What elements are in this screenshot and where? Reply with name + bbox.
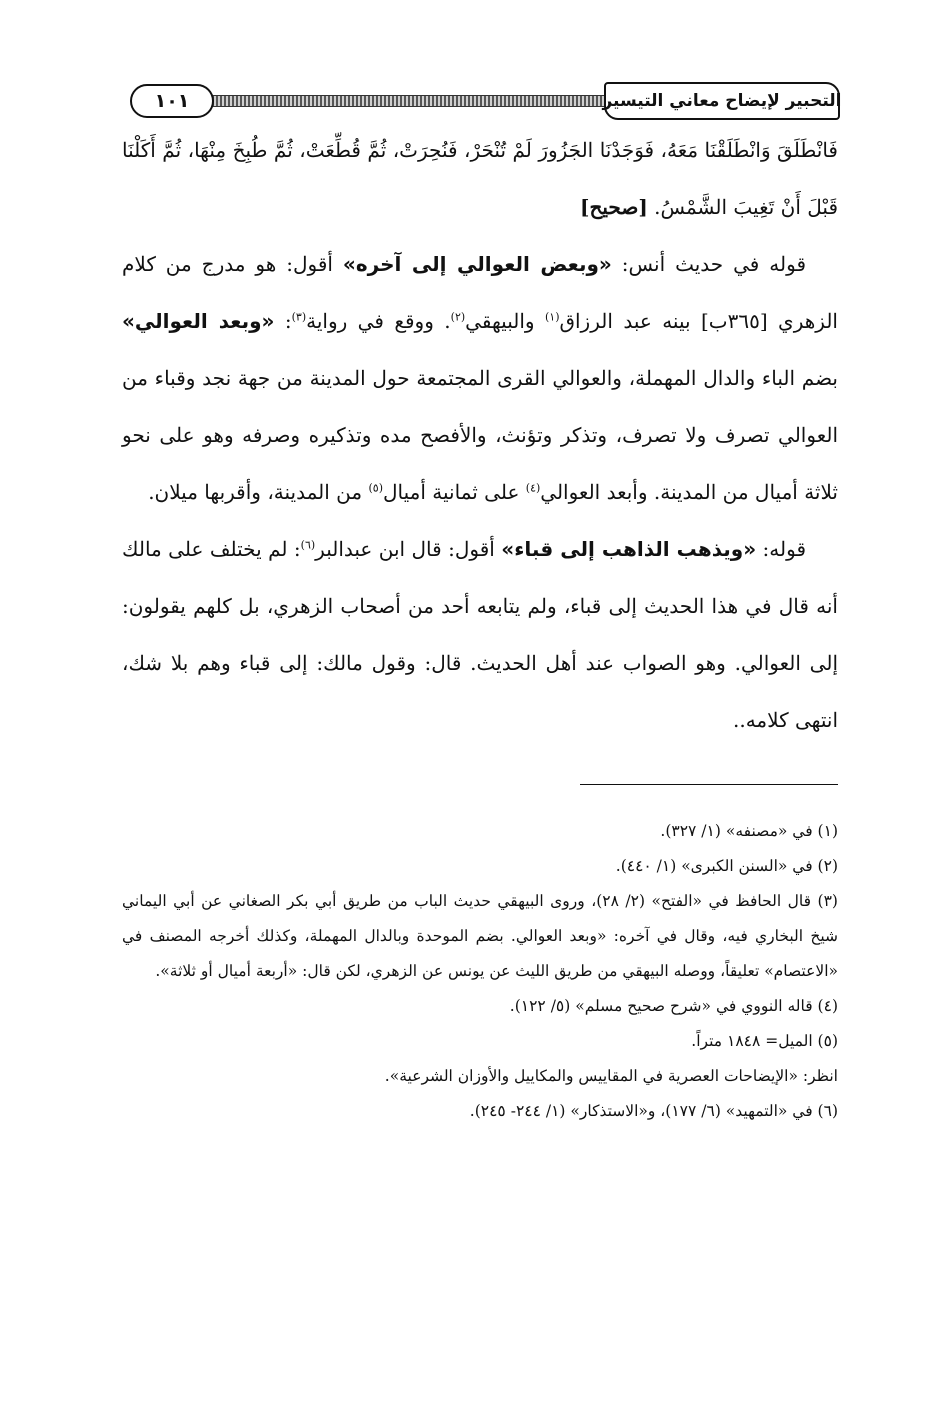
hadith-text xyxy=(122,122,838,236)
commentary-paragraph-2 xyxy=(122,521,838,749)
page-number: ١٠١ xyxy=(130,84,214,118)
hadith-grade: [صحيح] xyxy=(580,195,648,219)
footnote-ref[interactable]: (٢) xyxy=(450,310,466,324)
text-run: أقول: هو مدرج من كلام الزهري [٣٦٥ب] بينه عبد الرزاق xyxy=(122,252,838,333)
footnote-ref[interactable]: (١) xyxy=(544,310,560,324)
footnote-ref[interactable]: (٤) xyxy=(525,481,541,495)
text-run: . ووقع في رواية xyxy=(306,309,451,333)
footnote-3: (٣) قال الحافظ في «الفتح» (٢/ ٢٨)، وروى البيهقي حديث الباب من طريق أبي بكر الصغاني عن أبي اليماني شيخ البخاري فيه، وقال في آخره: «وبعد العوالي. بضم الموحدة وبالدال المهملة، وكذلك أخرجه المصنف في «الاعتصام» تعليقاً، ووصله البيهقي من طريق الليث عن يونس عن الزهري، لكن قال: «أربعة أميال أو ثلاثة». xyxy=(122,892,838,980)
footnotes xyxy=(122,814,838,1129)
text-run: : xyxy=(274,309,292,333)
footnote-ref[interactable]: (٣) xyxy=(291,310,307,324)
running-header xyxy=(118,78,840,124)
hadith-line-2: قَبْلَ أَنْ تَغِيبَ الشَّمْسُ. xyxy=(654,195,838,219)
text-run: على ثمانية أميال xyxy=(382,480,526,504)
footnote-ref[interactable]: (٦) xyxy=(300,538,316,552)
hadith-line-1: فَانْطَلَقَ وَانْطَلَقْنَا مَعَهُ، فَوَجَدْنَا الجَزُورَ لَمْ تُنْحَرْ، فَنُحِرَتْ، ثُمَّ قُطِّعَتْ، ثُمَّ طُبِخَ مِنْهَا، ثُمَّ أَكَلْنَا xyxy=(122,138,838,162)
text-run: من المدينة، وأقربها ميلان. xyxy=(148,480,369,504)
text-run: بضم الباء والدال المهملة، والعوالي القرى المجتمعة حول المدينة من جهة نجد وقباء من العوالي تصرف ولا تصرف، وتذكر وتؤنث، والأفصح مده وتذكيره وصرفه وهو على نحو ثلاثة أميال من المدينة. وأبعد العوالي xyxy=(122,366,838,504)
quoted-phrase: «وبعد العوالي» xyxy=(122,309,275,333)
header-decorative-band xyxy=(188,95,608,107)
footnote-divider xyxy=(580,784,838,785)
book-title: التحبير لإيضاح معاني التيسير xyxy=(604,82,840,120)
text-run: قوله: xyxy=(756,537,807,561)
quoted-phrase: «وبعض العوالي إلى آخره» xyxy=(342,252,612,276)
footnote-6: (٦) في «التمهيد» (٦/ ١٧٧)، و«الاستذكار» (١/ ٢٤٤- ٢٤٥). xyxy=(469,1102,838,1120)
footnote-5: (٥) الميل= ١٨٤٨ متراً. xyxy=(691,1032,838,1050)
footnote-5-reference: انظر: «الإيضاحات العصرية في المقاييس والمكاييل والأوزان الشرعية». xyxy=(384,1067,838,1085)
commentary-paragraph-1 xyxy=(122,236,838,521)
quoted-phrase: «ويذهب الذاهب إلى قباء» xyxy=(501,537,757,561)
footnote-ref[interactable]: (٥) xyxy=(368,481,383,495)
text-run: : لم يختلف على مالك أنه قال في هذا الحديث إلى قباء، ولم يتابعه أحد من أصحاب الزهري، بل كلهم يقولون: إلى العوالي. وهو الصواب عند أهل الحديث. قال: وقول مالك: إلى قباء وهم بلا شك، انتهى كلامه.. xyxy=(122,537,838,732)
footnote-2: (٢) في «السنن الكبرى» (١/ ٤٤٠). xyxy=(615,857,838,875)
footnote-1: (١) في «مصنفه» (١/ ٣٢٧). xyxy=(660,822,838,840)
footnote-4: (٤) قاله النووي في «شرح صحيح مسلم» (٥/ ١٢٢). xyxy=(509,997,838,1015)
main-text xyxy=(122,122,838,749)
text-run: أقول: قال ابن عبدالبر xyxy=(315,537,502,561)
text-run: والبيهقي xyxy=(465,309,545,333)
text-run: قوله في حديث أنس: xyxy=(611,252,807,276)
